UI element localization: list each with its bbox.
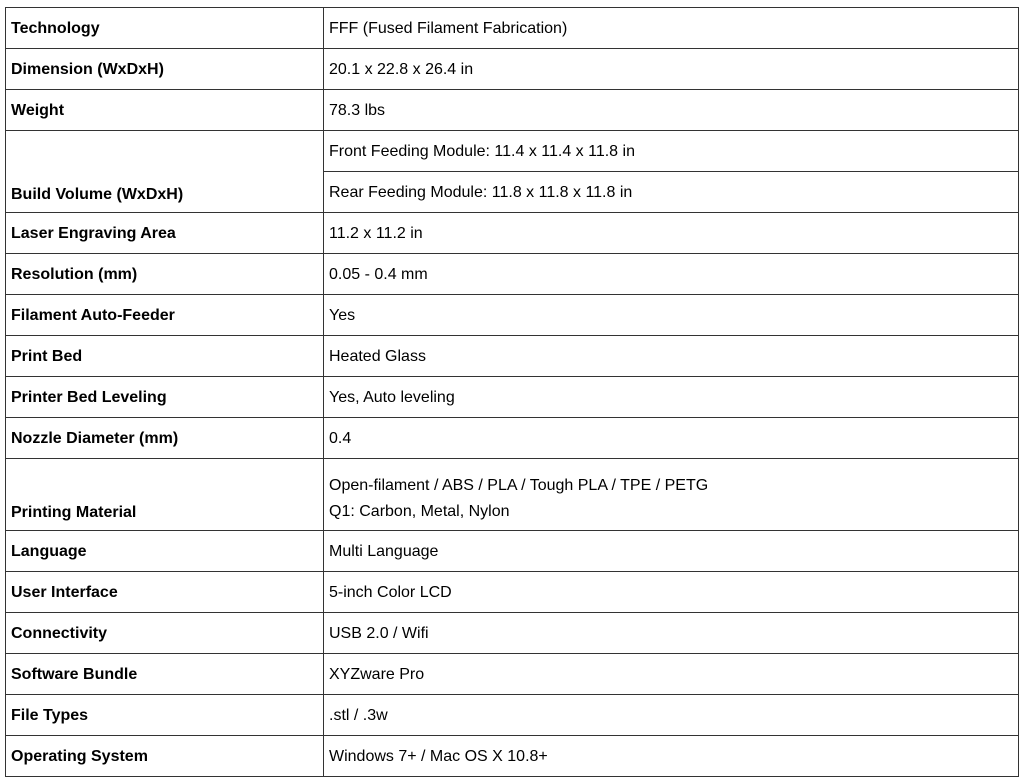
spec-label: Laser Engraving Area xyxy=(6,213,324,254)
table-row xyxy=(6,572,1019,613)
spec-label: User Interface xyxy=(6,572,324,613)
table-row xyxy=(6,254,1019,295)
spec-value: 20.1 x 22.8 x 26.4 in xyxy=(324,49,1019,90)
spec-label: File Types xyxy=(6,695,324,736)
spec-value: 5-inch Color LCD xyxy=(324,572,1019,613)
spec-table xyxy=(5,7,1019,777)
table-row xyxy=(6,654,1019,695)
spec-value: USB 2.0 / Wifi xyxy=(324,613,1019,654)
spec-value: Yes, Auto leveling xyxy=(324,377,1019,418)
spec-value: 11.2 x 11.2 in xyxy=(324,213,1019,254)
table-row xyxy=(6,459,1019,531)
spec-value: Yes xyxy=(324,295,1019,336)
spec-value: XYZware Pro xyxy=(324,654,1019,695)
table-row xyxy=(6,131,1019,172)
table-row xyxy=(6,295,1019,336)
spec-value-line: Open-filament / ABS / PLA / Tough PLA / TPE / PETG xyxy=(329,477,709,494)
spec-value-line: Q1: Carbon, Metal, Nylon xyxy=(329,503,510,520)
spec-label: Operating System xyxy=(6,736,324,777)
spec-value: 0.05 - 0.4 mm xyxy=(324,254,1019,295)
table-row xyxy=(6,736,1019,777)
spec-value: Multi Language xyxy=(324,531,1019,572)
spec-label: Printing Material xyxy=(6,459,324,531)
spec-label: Weight xyxy=(6,90,324,131)
table-row xyxy=(6,531,1019,572)
spec-label: Filament Auto-Feeder xyxy=(6,295,324,336)
spec-label: Software Bundle xyxy=(6,654,324,695)
spec-value: Windows 7+ / Mac OS X 10.8+ xyxy=(324,736,1019,777)
table-row xyxy=(6,90,1019,131)
table-row xyxy=(6,49,1019,90)
spec-value: 78.3 lbs xyxy=(324,90,1019,131)
spec-label: Resolution (mm) xyxy=(6,254,324,295)
table-row xyxy=(6,8,1019,49)
spec-value xyxy=(324,459,1019,531)
spec-label: Connectivity xyxy=(6,613,324,654)
table-row xyxy=(6,695,1019,736)
spec-value: FFF (Fused Filament Fabrication) xyxy=(324,8,1019,49)
spec-value: 0.4 xyxy=(324,418,1019,459)
table-row xyxy=(6,377,1019,418)
spec-value: .stl / .3w xyxy=(324,695,1019,736)
spec-label: Print Bed xyxy=(6,336,324,377)
spec-value: Front Feeding Module: 11.4 x 11.4 x 11.8 in xyxy=(324,131,1019,172)
spec-value: Rear Feeding Module: 11.8 x 11.8 x 11.8 in xyxy=(324,172,1019,213)
table-row xyxy=(6,213,1019,254)
spec-label: Build Volume (WxDxH) xyxy=(6,131,324,213)
spec-label: Dimension (WxDxH) xyxy=(6,49,324,90)
table-row xyxy=(6,336,1019,377)
spec-label: Language xyxy=(6,531,324,572)
spec-label: Technology xyxy=(6,8,324,49)
spec-value: Heated Glass xyxy=(324,336,1019,377)
spec-label: Nozzle Diameter (mm) xyxy=(6,418,324,459)
table-row xyxy=(6,613,1019,654)
table-row xyxy=(6,418,1019,459)
spec-label: Printer Bed Leveling xyxy=(6,377,324,418)
